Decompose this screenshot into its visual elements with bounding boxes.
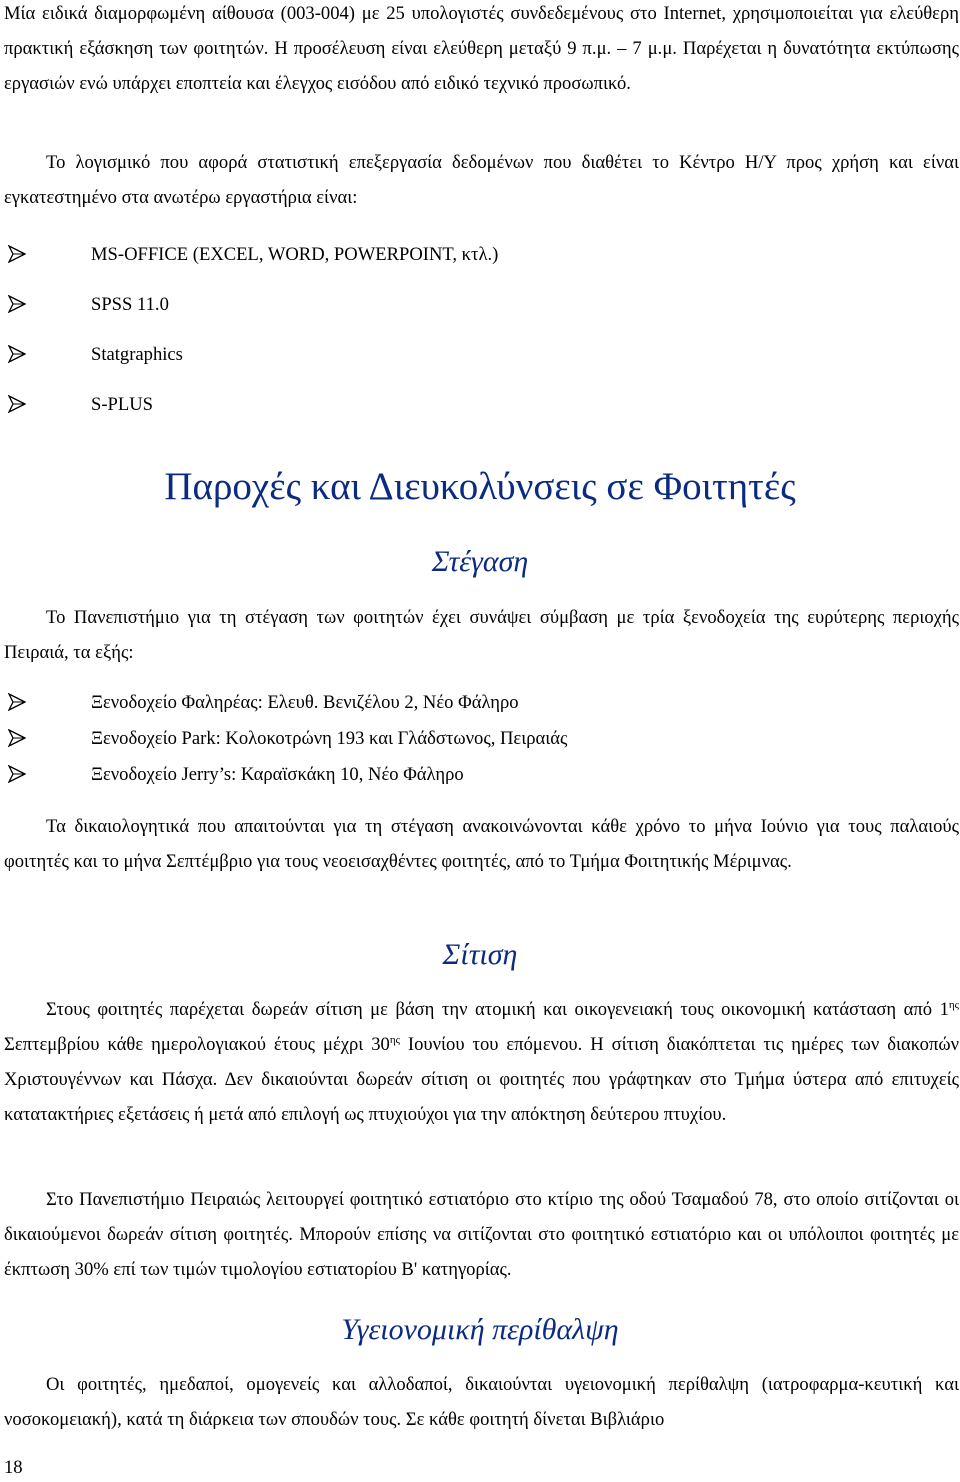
arrow-bullet-icon xyxy=(8,345,26,363)
list-item: S-PLUS xyxy=(4,380,959,430)
page-title: Παροχές και Διευκολύνσεις σε Φοιτητές xyxy=(164,465,796,508)
arrow-bullet-icon xyxy=(8,245,26,263)
section-title-housing: Στέγαση xyxy=(431,545,529,578)
section-title-meals: Σίτιση xyxy=(442,938,518,971)
arrow-bullet-icon xyxy=(8,729,26,747)
list-item: SPSS 11.0 xyxy=(4,280,959,330)
section-title-health: Υγειονομική περίθαλψη xyxy=(341,1313,619,1346)
arrow-bullet-icon xyxy=(8,693,26,711)
list-item: Ξενοδοχείο Jerry’s: Καραϊσκάκη 10, Νέο Φάληρο xyxy=(4,757,959,793)
arrow-bullet-icon xyxy=(8,765,26,783)
intro-paragraph-1: Μία ειδικά διαμορφωμένη αίθουσα (003-004) με 25 υπολογιστές συνδεδεμένους στο Internet, χρησιμοποιείται για ελεύθερη πρακτική εξάσκηση των φοιτητών. Η προσέλευση είναι ελεύθερη μεταξύ 9 π.μ. – 7 μ.μ. Παρέχεται η δυνατότητα εκτύπωσης εργασιών ενώ υπάρχει εποπτεία και έλεγχος εισόδου από ειδικό τεχνικό προσωπικό. xyxy=(4,3,959,94)
intro-paragraph-2: Το λογισμικό που αφορά στατιστική επεξεργασία δεδομένων που διαθέτει το Κέντρο Η/Υ προς χρήση και είναι εγκατεστημένο στα ανωτέρω εργαστήρια είναι: xyxy=(4,152,959,208)
housing-paragraph-1: Το Πανεπιστήμιο για τη στέγαση των φοιτητών έχει συνάψει σύμβαση με τρία ξενοδοχεία της ευρύτερης περιοχής Πειραιά, τα εξής: xyxy=(4,607,959,663)
meals-paragraph-2: Στο Πανεπιστήμιο Πειραιώς λειτουργεί φοιτητικό εστιατόριο στο κτίριο της οδού Τσαμαδού 78, στο οποίο σιτίζονται οι δικαιούμενοι δωρεάν σίτιση φοιτητές. Μπορούν επίσης να σιτίζονται στο φοιτητικό εστιατόριο και οι υπόλοιποι φοιτητές με έκπτωση 30% επί των τιμών τιμολογίου εστιατορίου Β' κατηγορίας. xyxy=(4,1189,959,1280)
list-item: Ξενοδοχείο Park: Κολοκοτρώνη 193 και Γλάδστωνος, Πειραιάς xyxy=(4,721,959,757)
list-item: Statgraphics xyxy=(4,330,959,380)
meals-paragraph-1: Στους φοιτητές παρέχεται δωρεάν σίτιση με βάση την ατομική και οικογενειακή τους οικονομική κατάσταση από $1^{\eta\varsigma}$ Σεπτεμβρίου κάθε ημερολογιακού έτους μέχρι $30^{\eta\varsigma}$ Ιουνίου του επόμενου. Η σίτιση διακόπτεται τις ημέρες των διακοπών Χριστουγέννων και Πάσχα. Δεν δικαιούνται δωρεάν σίτιση οι φοιτητές που γράφτηκαν στο Τμήμα ύστερα από επιτυχείς κατατακτήριες εξετάσεις ή μετά από επιλογή ως πτυχιούχοι για την απόκτηση δεύτερου πτυχίου. xyxy=(4,998,959,1125)
arrow-bullet-icon xyxy=(8,395,26,413)
arrow-bullet-icon xyxy=(8,295,26,313)
health-paragraph-1: Οι φοιτητές, ημεδαποί, ομογενείς και αλλοδαποί, δικαιούνται υγειονομική περίθαλψη (ιατροφαρμα-κευτική και νοσοκομειακή), κατά τη διάρκεια των σπουδών τους. Σε κάθε φοιτητή δίνεται Βιβλιάριο xyxy=(4,1374,959,1430)
page-number: 18 xyxy=(4,1457,23,1478)
housing-paragraph-2: Τα δικαιολογητικά που απαιτούνται για τη στέγαση ανακοινώνονται κάθε χρόνο το μήνα Ιούνιο για τους παλαιούς φοιτητές και το μήνα Σεπτέμβριο για τους νεοεισαχθέντες φοιτητές, από το Τμήμα Φοιτητικής Μέριμνας. xyxy=(4,816,959,872)
software-list xyxy=(4,230,959,430)
list-item: MS-OFFICE (EXCEL, WORD, POWERPOINT, κτλ.) xyxy=(4,230,959,280)
hotel-list xyxy=(4,685,959,793)
list-item: Ξενοδοχείο Φαληρέας: Ελευθ. Βενιζέλου 2, Νέο Φάληρο xyxy=(4,685,959,721)
